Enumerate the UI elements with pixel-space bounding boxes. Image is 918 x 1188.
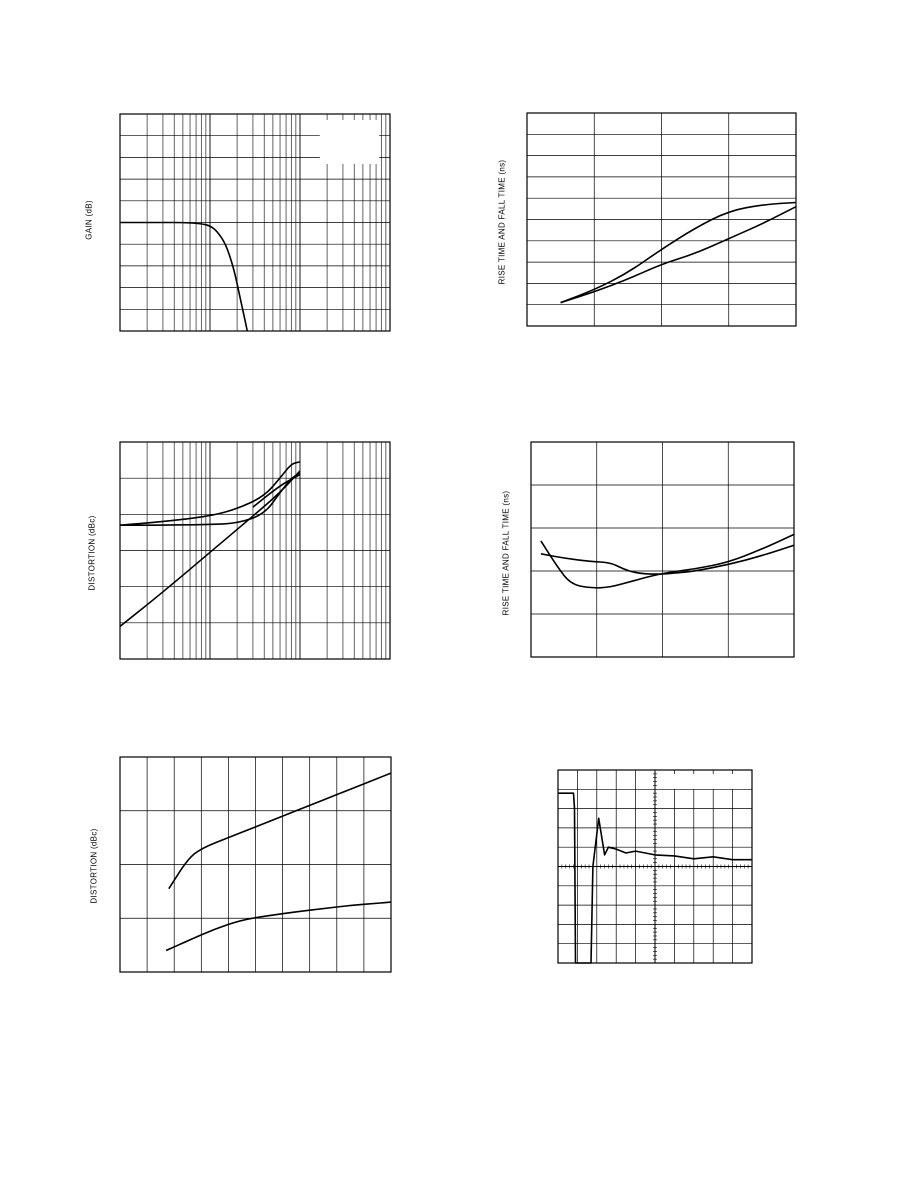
- chart-plot: [86, 433, 396, 668]
- series-line-1: [120, 223, 247, 332]
- series-line-2: [541, 545, 794, 574]
- chart-plot: [86, 100, 396, 345]
- y-axis-label: DISTORTION (dBc): [87, 515, 97, 591]
- chart-plot: [86, 748, 396, 983]
- chart-plot: [550, 762, 760, 972]
- chart-rise-fall-2: [490, 433, 805, 668]
- y-axis-label: GAIN (dB): [84, 200, 94, 240]
- legend-box: [320, 120, 379, 164]
- grid: [527, 113, 796, 326]
- chart-plot: [490, 100, 805, 335]
- chart-plot: [490, 433, 805, 668]
- chart-pulse-response: [550, 762, 760, 972]
- chart-rise-fall-1: [490, 100, 805, 335]
- grid: [531, 442, 794, 657]
- y-axis-label: DISTORTION (dBc): [89, 828, 99, 904]
- series-line-1: [169, 773, 391, 889]
- series-line-2: [166, 902, 391, 950]
- series-line-1: [561, 203, 796, 303]
- chart-distortion-2: [86, 748, 396, 983]
- chart-gain: [86, 100, 396, 345]
- y-axis-label: RISE TIME AND FALL TIME (ns): [497, 159, 507, 285]
- series-line-1: [541, 534, 794, 587]
- legend-box: [671, 774, 745, 789]
- y-axis-label: RISE TIME AND FALL TIME (ns): [501, 490, 511, 616]
- grid: [120, 442, 390, 659]
- chart-distortion-1: [86, 433, 396, 668]
